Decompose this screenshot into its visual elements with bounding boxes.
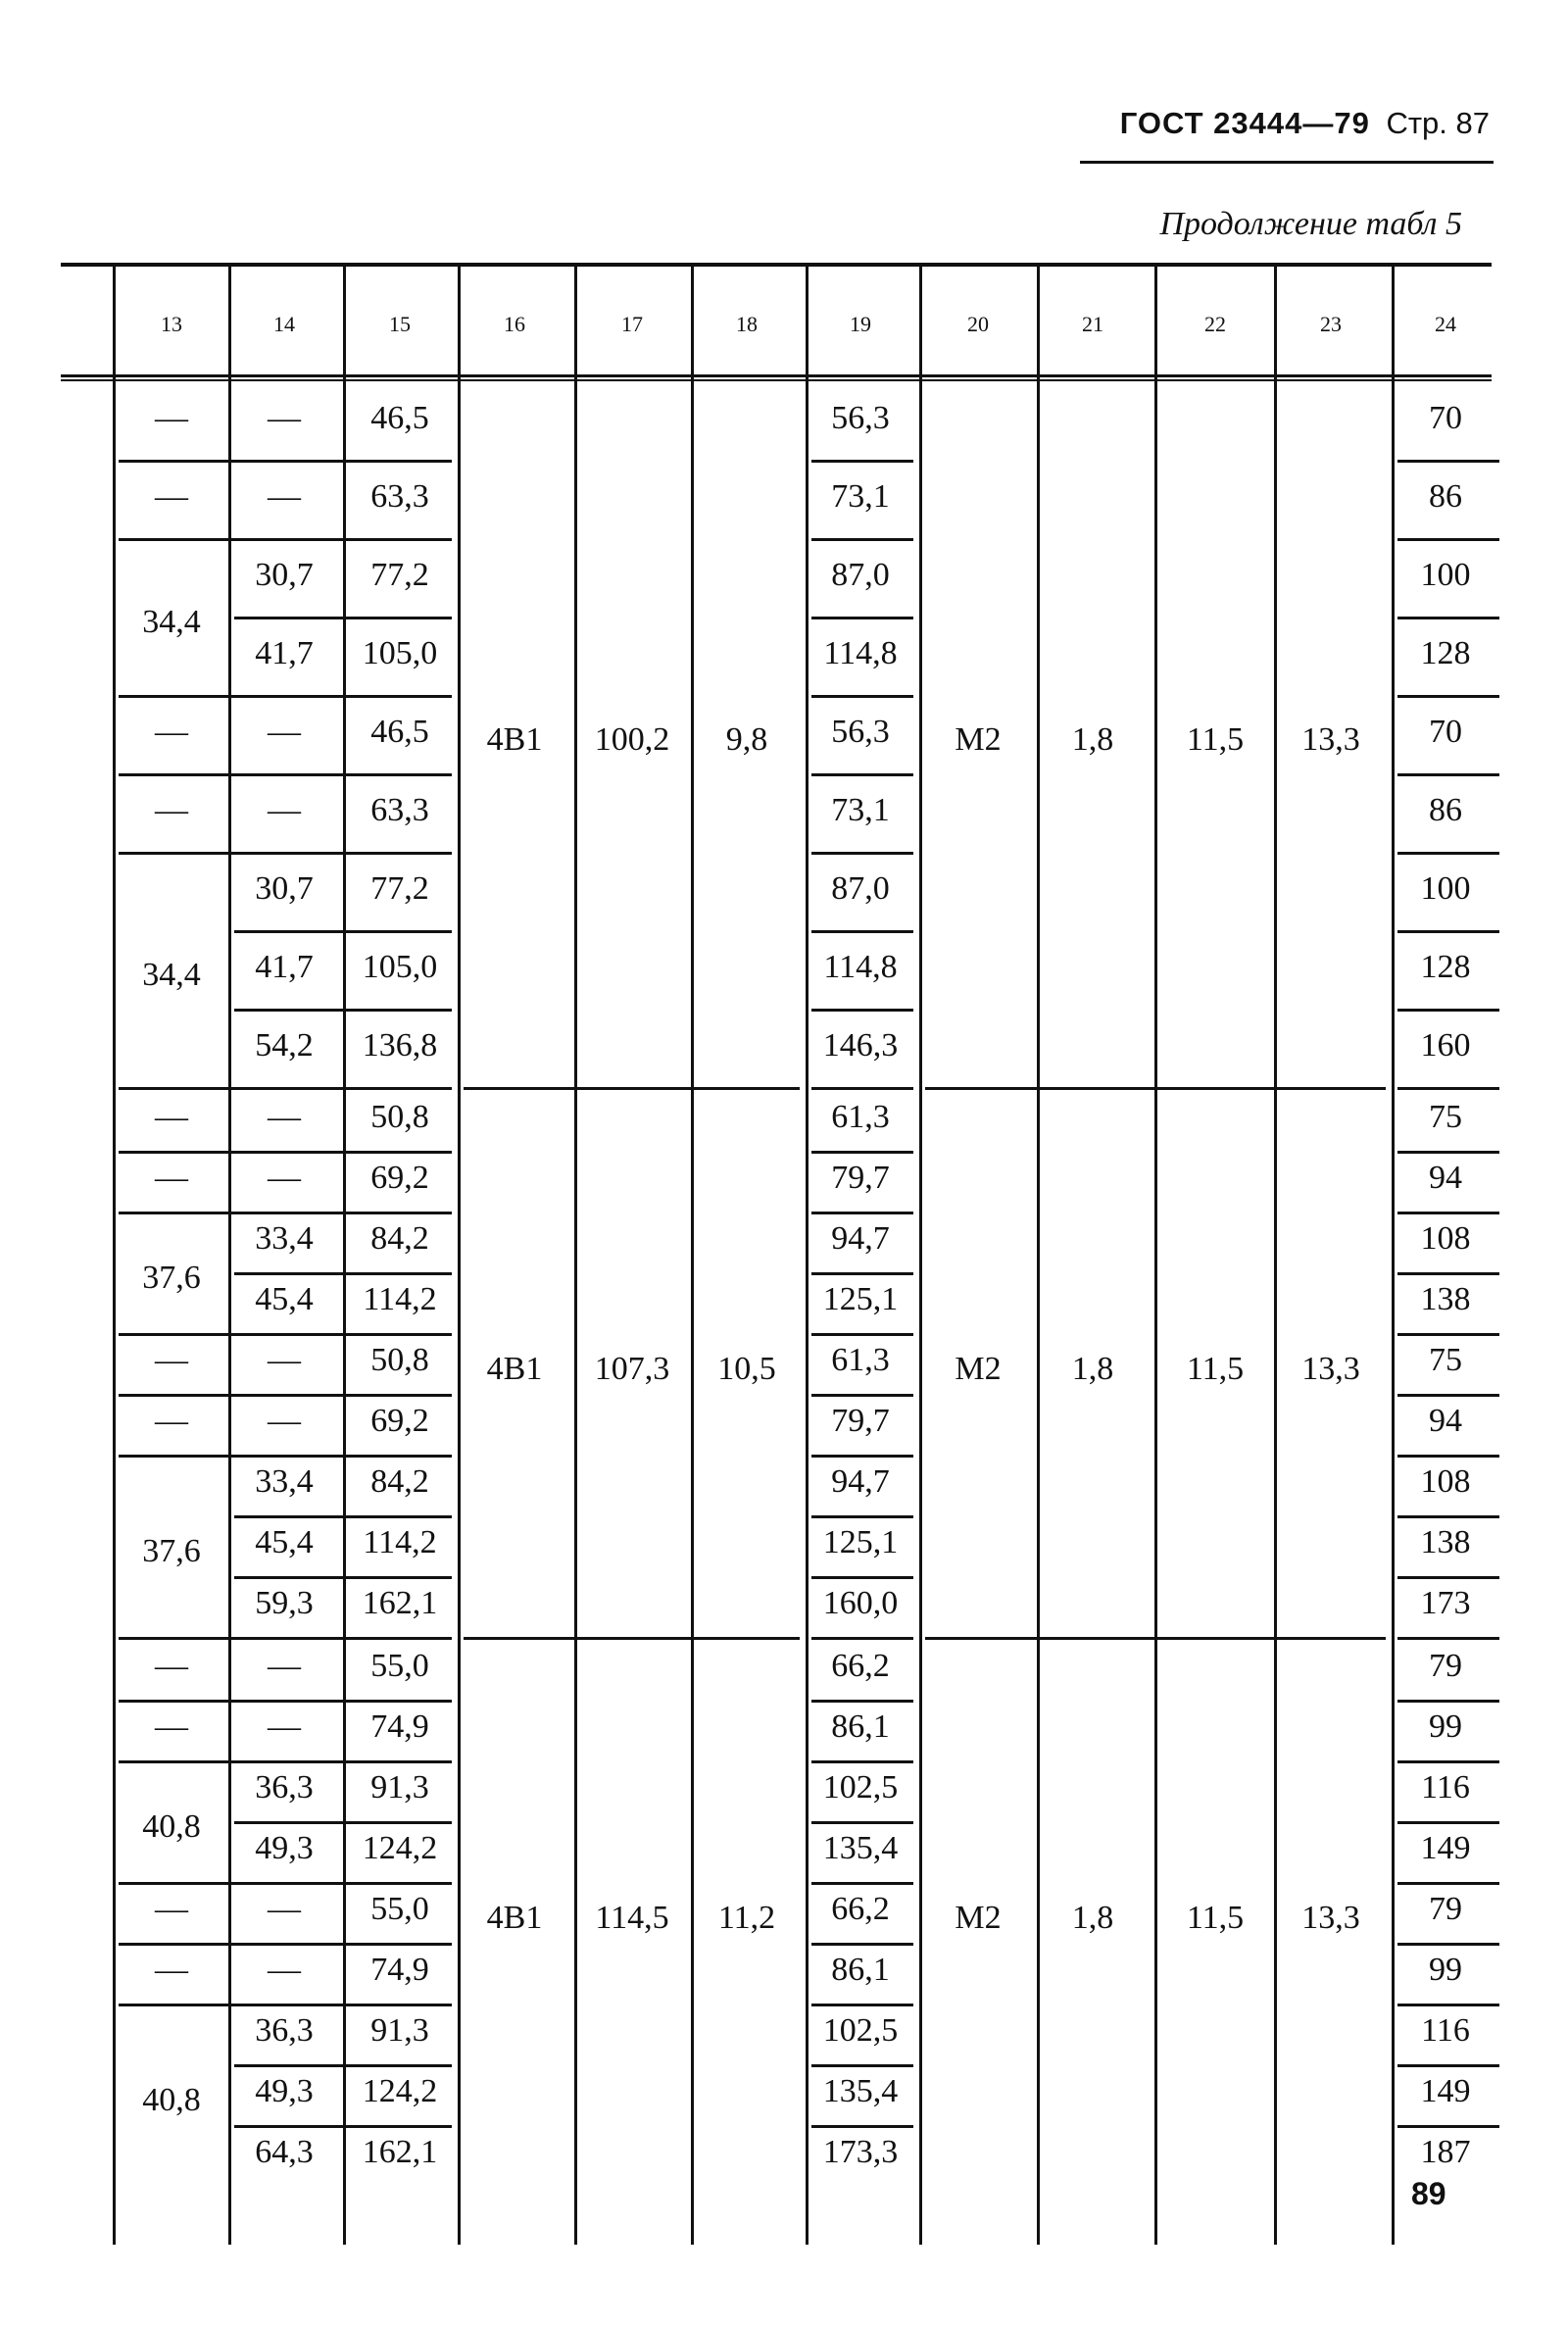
table-cell-19: 79,7 xyxy=(831,1403,890,1439)
table-cell-17: 107,3 xyxy=(594,1351,670,1387)
table-cell-24: 108 xyxy=(1420,1463,1471,1500)
row-rule xyxy=(1397,1009,1499,1012)
table-cell-15: 55,0 xyxy=(370,1891,429,1927)
table-cell-24: 128 xyxy=(1420,635,1471,671)
row-rule xyxy=(119,1943,452,1946)
table-cell-19: 114,8 xyxy=(823,635,898,671)
row-rule xyxy=(234,1272,452,1275)
table-cell-19: 125,1 xyxy=(822,1524,899,1560)
table-cell-13: 40,8 xyxy=(142,2082,201,2118)
table-cell-15: 46,5 xyxy=(370,400,429,436)
row-rule xyxy=(1397,1821,1499,1824)
table-cell-13: — xyxy=(155,1708,188,1745)
row-rule xyxy=(1397,2064,1499,2067)
row-rule xyxy=(119,1333,452,1336)
column-divider xyxy=(919,265,922,2245)
row-rule xyxy=(119,1760,452,1763)
table-cell-19: 173,3 xyxy=(822,2134,899,2170)
table-cell-14: — xyxy=(268,1342,301,1378)
table-cell-15: 114,2 xyxy=(363,1281,437,1317)
table-cell-14: — xyxy=(268,1403,301,1439)
row-rule xyxy=(811,460,913,463)
table-cell-19: 66,2 xyxy=(831,1891,890,1927)
row-rule xyxy=(234,930,452,933)
table-cell-15: 84,2 xyxy=(370,1463,429,1500)
table-cell-19: 56,3 xyxy=(831,714,890,750)
header-rule xyxy=(1080,161,1494,164)
table-cell-15: 77,2 xyxy=(370,557,429,593)
row-rule xyxy=(1397,1394,1499,1397)
row-rule xyxy=(811,1882,913,1885)
table-cell-13: — xyxy=(155,792,188,828)
table-cell-13: — xyxy=(155,1648,188,1684)
row-rule xyxy=(1397,1515,1499,1518)
table-cell-15: 50,8 xyxy=(370,1099,429,1135)
column-divider xyxy=(1037,265,1040,2245)
row-rule xyxy=(1397,1212,1499,1214)
row-rule xyxy=(811,617,913,619)
table-cell-14: 36,3 xyxy=(255,1769,314,1806)
table-cell-24: 86 xyxy=(1429,478,1462,515)
table-cell-15: 105,0 xyxy=(362,949,438,985)
table-cell-24: 99 xyxy=(1429,1708,1462,1745)
page-number: 89 xyxy=(1411,2176,1446,2211)
table-cell-14: 33,4 xyxy=(255,1220,314,1257)
table-cell-13: — xyxy=(155,1403,188,1439)
row-rule xyxy=(119,1212,452,1214)
table-cell-19: 160,0 xyxy=(822,1585,899,1621)
table-cell-21: 1,8 xyxy=(1071,721,1114,758)
table-cell-15: 105,0 xyxy=(362,635,438,671)
row-rule xyxy=(811,2004,913,2006)
table-cell-14: — xyxy=(268,478,301,515)
table-cell-19: 146,3 xyxy=(822,1027,899,1064)
row-rule xyxy=(811,930,913,933)
row-rule xyxy=(811,1212,913,1214)
row-rule xyxy=(1397,695,1499,698)
table-cell-24: 75 xyxy=(1429,1099,1462,1135)
group-rule xyxy=(925,1087,1386,1090)
column-header-22: 22 xyxy=(1204,312,1226,336)
table-cell-19: 87,0 xyxy=(831,557,890,593)
table-cell-13: — xyxy=(155,1342,188,1378)
row-rule xyxy=(811,1455,913,1458)
row-rule xyxy=(1397,1455,1499,1458)
row-rule xyxy=(119,852,452,855)
table-cell-15: 63,3 xyxy=(370,792,429,828)
table-cell-14: 64,3 xyxy=(255,2134,314,2170)
column-header-16: 16 xyxy=(504,312,525,336)
table-cell-15: 91,3 xyxy=(370,1769,429,1806)
table-cell-14: 33,4 xyxy=(255,1463,314,1500)
row-rule xyxy=(1397,2004,1499,2006)
row-rule xyxy=(1397,1576,1499,1579)
table-cell-13: 37,6 xyxy=(142,1260,201,1296)
table-cell-13: — xyxy=(155,1099,188,1135)
column-divider xyxy=(1274,265,1277,2245)
column-divider xyxy=(1154,265,1157,2245)
table-cell-24: 160 xyxy=(1420,1027,1471,1064)
row-rule xyxy=(811,1515,913,1518)
table-header-rule xyxy=(61,374,1492,381)
column-divider xyxy=(113,265,116,2245)
row-rule xyxy=(1397,1272,1499,1275)
row-rule xyxy=(811,1009,913,1012)
row-rule xyxy=(1397,617,1499,619)
column-header-13: 13 xyxy=(161,312,182,336)
table-cell-20: М2 xyxy=(955,1900,1002,1936)
row-rule xyxy=(1397,538,1499,541)
row-rule xyxy=(119,773,452,776)
table-cell-19: 94,7 xyxy=(831,1220,890,1257)
row-rule xyxy=(811,1333,913,1336)
row-rule xyxy=(811,1087,913,1090)
row-rule xyxy=(119,1882,452,1885)
table-cell-23: 13,3 xyxy=(1301,1351,1360,1387)
table-cell-24: 173 xyxy=(1420,1585,1471,1621)
table-cell-14: — xyxy=(268,1099,301,1135)
table-cell-13: 34,4 xyxy=(142,957,201,993)
column-header-17: 17 xyxy=(621,312,643,336)
table-cell-24: 70 xyxy=(1429,714,1462,750)
table-cell-15: 69,2 xyxy=(370,1160,429,1196)
row-rule xyxy=(1397,1333,1499,1336)
table-cell-15: 55,0 xyxy=(370,1648,429,1684)
row-rule xyxy=(119,1087,452,1090)
row-rule xyxy=(811,2064,913,2067)
table-cell-14: 59,3 xyxy=(255,1585,314,1621)
column-header-15: 15 xyxy=(389,312,411,336)
table-cell-24: 79 xyxy=(1429,1891,1462,1927)
table-cell-21: 1,8 xyxy=(1071,1900,1114,1936)
table-cell-24: 149 xyxy=(1420,2073,1471,2109)
column-header-21: 21 xyxy=(1082,312,1103,336)
row-rule xyxy=(811,1637,913,1640)
row-rule xyxy=(811,1821,913,1824)
table-cell-19: 102,5 xyxy=(822,2012,899,2049)
table-cell-15: 162,1 xyxy=(362,1585,438,1621)
row-rule xyxy=(119,1151,452,1154)
column-divider xyxy=(458,265,461,2245)
table-cell-13: — xyxy=(155,478,188,515)
table-cell-24: 138 xyxy=(1420,1524,1471,1560)
row-rule xyxy=(119,695,452,698)
group-rule xyxy=(464,1087,800,1090)
table-cell-24: 116 xyxy=(1421,1769,1470,1806)
table-cell-24: 149 xyxy=(1420,1830,1471,1866)
table-cell-17: 100,2 xyxy=(594,721,670,758)
table-cell-15: 124,2 xyxy=(362,1830,438,1866)
table-cell-16: 4В1 xyxy=(486,721,543,758)
row-rule xyxy=(119,460,452,463)
table-cell-15: 74,9 xyxy=(370,1708,429,1745)
table-cell-18: 10,5 xyxy=(717,1351,776,1387)
column-header-14: 14 xyxy=(273,312,295,336)
row-rule xyxy=(119,1394,452,1397)
row-rule xyxy=(1397,852,1499,855)
row-rule xyxy=(1397,930,1499,933)
row-rule xyxy=(234,2064,452,2067)
page-header xyxy=(980,106,1490,141)
table-cell-24: 138 xyxy=(1420,1281,1471,1317)
table-cell-13: — xyxy=(155,1891,188,1927)
row-rule xyxy=(119,1455,452,1458)
table-cell-13: — xyxy=(155,1952,188,1988)
row-rule xyxy=(1397,1700,1499,1703)
row-rule xyxy=(234,1576,452,1579)
row-rule xyxy=(1397,1760,1499,1763)
table-cell-23: 13,3 xyxy=(1301,1900,1360,1936)
row-rule xyxy=(234,1821,452,1824)
table-cell-14: 49,3 xyxy=(255,1830,314,1866)
table-cell-24: 94 xyxy=(1429,1160,1462,1196)
row-rule xyxy=(1397,1087,1499,1090)
table-cell-24: 187 xyxy=(1420,2134,1471,2170)
table-cell-24: 70 xyxy=(1429,400,1462,436)
table-cell-19: 66,2 xyxy=(831,1648,890,1684)
table-cell-19: 114,8 xyxy=(823,949,898,985)
table-cell-18: 9,8 xyxy=(725,721,768,758)
table-cell-15: 162,1 xyxy=(362,2134,438,2170)
table-cell-19: 125,1 xyxy=(822,1281,899,1317)
table-cell-24: 99 xyxy=(1429,1952,1462,1988)
row-rule xyxy=(811,1760,913,1763)
table-cell-19: 61,3 xyxy=(831,1342,890,1378)
column-divider xyxy=(691,265,694,2245)
table-cell-16: 4В1 xyxy=(486,1900,543,1936)
table-cell-15: 50,8 xyxy=(370,1342,429,1378)
row-rule xyxy=(1397,460,1499,463)
table-cell-14: — xyxy=(268,1648,301,1684)
row-rule xyxy=(811,2125,913,2128)
row-rule xyxy=(1397,1637,1499,1640)
table-cell-19: 79,7 xyxy=(831,1160,890,1196)
table-cell-13: 40,8 xyxy=(142,1808,201,1845)
table-cell-18: 11,2 xyxy=(717,1900,776,1936)
table-cell-14: 30,7 xyxy=(255,870,314,907)
table-cell-14: 36,3 xyxy=(255,2012,314,2049)
table-cell-14: 41,7 xyxy=(255,949,314,985)
group-rule xyxy=(925,1637,1386,1640)
table-cell-14: 45,4 xyxy=(255,1524,314,1560)
row-rule xyxy=(1397,1943,1499,1946)
table-cell-14: 49,3 xyxy=(255,2073,314,2109)
table-cell-14: 30,7 xyxy=(255,557,314,593)
table-cell-24: 75 xyxy=(1429,1342,1462,1378)
table-cell-16: 4В1 xyxy=(486,1351,543,1387)
row-rule xyxy=(811,695,913,698)
table-cell-24: 108 xyxy=(1420,1220,1471,1257)
table-cell-24: 128 xyxy=(1420,949,1471,985)
table-cell-15: 91,3 xyxy=(370,2012,429,2049)
table-cell-14: — xyxy=(268,1891,301,1927)
table-cell-14: — xyxy=(268,792,301,828)
table-cell-15: 124,2 xyxy=(362,2073,438,2109)
standard-code: ГОСТ 23444—79 xyxy=(1119,106,1370,140)
column-header-23: 23 xyxy=(1320,312,1342,336)
row-rule xyxy=(119,2004,452,2006)
table-cell-13: — xyxy=(155,400,188,436)
table-cell-19: 61,3 xyxy=(831,1099,890,1135)
table-cell-19: 86,1 xyxy=(831,1952,890,1988)
table-cell-24: 100 xyxy=(1420,557,1471,593)
table-cell-19: 94,7 xyxy=(831,1463,890,1500)
row-rule xyxy=(234,617,452,619)
column-divider xyxy=(574,265,577,2245)
table-cell-24: 94 xyxy=(1429,1403,1462,1439)
table-cell-24: 79 xyxy=(1429,1648,1462,1684)
table-cell-20: М2 xyxy=(955,1351,1002,1387)
table-cell-13: — xyxy=(155,1160,188,1196)
row-rule xyxy=(234,2125,452,2128)
table-cell-24: 116 xyxy=(1421,2012,1470,2049)
table-cell-14: 54,2 xyxy=(255,1027,314,1064)
table-cell-14: 45,4 xyxy=(255,1281,314,1317)
row-rule xyxy=(811,1272,913,1275)
row-rule xyxy=(811,1943,913,1946)
row-rule xyxy=(119,1637,452,1640)
table-cell-19: 87,0 xyxy=(831,870,890,907)
table-cell-22: 11,5 xyxy=(1186,721,1245,758)
table-cell-14: — xyxy=(268,714,301,750)
row-rule xyxy=(811,773,913,776)
table-cell-15: 69,2 xyxy=(370,1403,429,1439)
table-cell-14: 41,7 xyxy=(255,635,314,671)
table-cell-23: 13,3 xyxy=(1301,721,1360,758)
row-rule xyxy=(811,1394,913,1397)
table-cell-22: 11,5 xyxy=(1186,1351,1245,1387)
row-rule xyxy=(1397,1151,1499,1154)
table-cell-17: 114,5 xyxy=(595,1900,669,1936)
column-header-24: 24 xyxy=(1435,312,1456,336)
table-cell-15: 136,8 xyxy=(362,1027,438,1064)
table-cell-22: 11,5 xyxy=(1186,1900,1245,1936)
table-cell-15: 46,5 xyxy=(370,714,429,750)
table-top-rule xyxy=(61,263,1492,267)
table-cell-13: 37,6 xyxy=(142,1533,201,1569)
table-cell-19: 73,1 xyxy=(831,478,890,515)
table-cell-19: 102,5 xyxy=(822,1769,899,1806)
table-cell-14: — xyxy=(268,1708,301,1745)
table-cell-20: М2 xyxy=(955,721,1002,758)
table-cell-21: 1,8 xyxy=(1071,1351,1114,1387)
row-rule xyxy=(811,852,913,855)
row-rule xyxy=(811,1576,913,1579)
table-cell-19: 135,4 xyxy=(822,1830,899,1866)
table-cell-14: — xyxy=(268,1952,301,1988)
page-label: Стр. 87 xyxy=(1386,106,1490,140)
table-cell-13: 34,4 xyxy=(142,604,201,640)
table-cell-19: 56,3 xyxy=(831,400,890,436)
table-cell-24: 100 xyxy=(1420,870,1471,907)
table-cell-19: 73,1 xyxy=(831,792,890,828)
table-cell-14: — xyxy=(268,1160,301,1196)
column-header-18: 18 xyxy=(736,312,758,336)
table-continuation-caption: Продолжение табл 5 xyxy=(1159,206,1462,242)
row-rule xyxy=(119,538,452,541)
table-cell-24: 86 xyxy=(1429,792,1462,828)
column-header-20: 20 xyxy=(967,312,989,336)
table-cell-13: — xyxy=(155,714,188,750)
row-rule xyxy=(811,1151,913,1154)
table-cell-15: 77,2 xyxy=(370,870,429,907)
table-cell-19: 86,1 xyxy=(831,1708,890,1745)
table-cell-15: 84,2 xyxy=(370,1220,429,1257)
table-cell-19: 135,4 xyxy=(822,2073,899,2109)
row-rule xyxy=(119,1700,452,1703)
group-rule xyxy=(464,1637,800,1640)
row-rule xyxy=(234,1009,452,1012)
row-rule xyxy=(1397,2125,1499,2128)
table-cell-15: 63,3 xyxy=(370,478,429,515)
row-rule xyxy=(1397,1882,1499,1885)
table-cell-15: 74,9 xyxy=(370,1952,429,1988)
table-cell-14: — xyxy=(268,400,301,436)
row-rule xyxy=(811,538,913,541)
table-cell-15: 114,2 xyxy=(363,1524,437,1560)
row-rule xyxy=(234,1515,452,1518)
row-rule xyxy=(811,1700,913,1703)
column-header-19: 19 xyxy=(850,312,871,336)
row-rule xyxy=(1397,773,1499,776)
